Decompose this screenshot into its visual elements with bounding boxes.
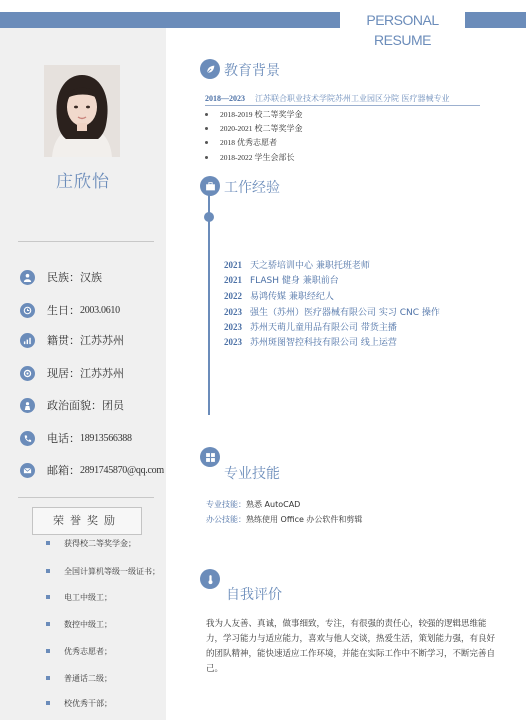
work-text: 苏州天萌儿童用品有限公司 带货主播 bbox=[250, 323, 397, 333]
info-ethnicity bbox=[20, 267, 102, 287]
work-year: 2023 bbox=[224, 336, 242, 347]
edu-text: 学生会部长 bbox=[254, 152, 295, 162]
work-text: 天之骄培训中心 兼职托班老师 bbox=[250, 261, 370, 271]
honor-text: 普通话二级； bbox=[64, 673, 112, 683]
evaluation-text: 我为人友善、真诚，做事细致，专注，有很强的责任心，较强的逻辑思维能力，学习能力与适应能力，喜欢与他人交谈，热爱生活，策划能力强，有良好的团队精神，能快速适应工作环境，并能在实际工作中不断学习，不断完善自己。 bbox=[206, 619, 496, 674]
edu-text: 校二等奖学金 bbox=[254, 123, 303, 133]
edu-year: 2018-2022 bbox=[220, 152, 253, 162]
honor-text: 优秀志愿者； bbox=[64, 646, 112, 656]
work-item bbox=[224, 273, 339, 286]
bullet-icon bbox=[46, 701, 50, 705]
briefcase-icon bbox=[200, 176, 220, 196]
info-label: 生日： bbox=[47, 304, 80, 317]
info-value: 江苏苏州 bbox=[80, 334, 124, 347]
education-icon bbox=[200, 59, 220, 79]
info-value: 2003.0610 bbox=[80, 304, 120, 316]
bullet-icon bbox=[46, 649, 50, 653]
work-item bbox=[224, 320, 397, 333]
sidebar-divider bbox=[18, 241, 154, 242]
skill-item bbox=[206, 498, 300, 510]
edu-year: 2018 bbox=[220, 137, 235, 147]
education-period: 2018—2023 bbox=[205, 93, 245, 103]
honor-item bbox=[46, 644, 112, 658]
edu-year: 2018-2019 bbox=[220, 109, 253, 119]
work-year: 2023 bbox=[224, 321, 242, 332]
clock-icon bbox=[20, 303, 35, 318]
skill-value: 熟悉 AutoCAD bbox=[246, 499, 301, 509]
skill-key: 专业技能： bbox=[206, 499, 246, 509]
info-birthday bbox=[20, 300, 120, 320]
info-value: 18913566388 bbox=[80, 432, 132, 444]
honor-item bbox=[46, 671, 112, 685]
bullet-icon bbox=[46, 676, 50, 680]
skills-title: 专业技能 bbox=[224, 466, 280, 482]
work-text: FLASH 健身 兼职前台 bbox=[250, 276, 339, 286]
work-item bbox=[224, 305, 440, 318]
work-timeline bbox=[208, 193, 210, 415]
grid-icon bbox=[200, 447, 220, 467]
profile-photo bbox=[44, 65, 120, 157]
info-email bbox=[20, 460, 164, 480]
info-residence bbox=[20, 363, 124, 383]
info-label: 邮箱： bbox=[47, 464, 80, 477]
info-value: 团员 bbox=[102, 399, 124, 412]
info-value: 2891745870@qq.com bbox=[80, 464, 164, 476]
honor-text: 全国计算机等级一级证书； bbox=[64, 566, 160, 576]
work-title: 工作经验 bbox=[224, 180, 280, 196]
honor-text: 校优秀干部； bbox=[64, 698, 112, 708]
info-value: 汉族 bbox=[80, 271, 102, 284]
honor-text: 获得校二等奖学金； bbox=[64, 538, 136, 548]
bullet-icon bbox=[46, 622, 50, 626]
honor-item bbox=[46, 564, 160, 578]
honor-text: 数控中级工； bbox=[64, 619, 112, 629]
phone-icon bbox=[20, 431, 35, 446]
thermometer-icon bbox=[200, 569, 220, 589]
info-label: 电话： bbox=[47, 432, 80, 445]
work-text: 苏州斑图智控科技有限公司 线上运营 bbox=[250, 338, 397, 348]
resume-title: PERSONAL RESUME bbox=[340, 10, 465, 30]
bullet-icon bbox=[46, 569, 50, 573]
user-icon bbox=[20, 270, 35, 285]
work-year: 2023 bbox=[224, 306, 242, 317]
honor-item bbox=[46, 536, 136, 550]
timeline-dot bbox=[204, 212, 214, 222]
signal-icon bbox=[20, 333, 35, 348]
info-hometown bbox=[20, 330, 124, 350]
education-school: 江苏联合职业技术学院苏州工业园区分院 医疗器械专业 bbox=[255, 93, 450, 103]
work-item bbox=[224, 258, 370, 271]
info-value: 江苏苏州 bbox=[80, 367, 124, 380]
skill-key: 办公技能： bbox=[206, 514, 246, 524]
skill-item bbox=[206, 513, 362, 525]
education-item bbox=[205, 136, 277, 148]
info-label: 民族： bbox=[47, 271, 80, 284]
info-phone bbox=[20, 428, 132, 448]
person-icon bbox=[20, 398, 35, 413]
education-underline bbox=[205, 105, 480, 106]
work-year: 2022 bbox=[224, 290, 242, 301]
honor-item bbox=[46, 617, 112, 631]
honors-title: 荣誉奖励 bbox=[32, 507, 142, 535]
honor-item bbox=[46, 696, 112, 710]
info-political bbox=[20, 395, 124, 415]
work-year: 2021 bbox=[224, 274, 242, 285]
sidebar-divider bbox=[18, 497, 154, 498]
full-name: 庄欣怡 bbox=[56, 172, 110, 192]
work-item bbox=[224, 289, 334, 302]
work-year: 2021 bbox=[224, 259, 242, 270]
work-item bbox=[224, 335, 397, 348]
edu-text: 优秀志愿者 bbox=[237, 137, 277, 147]
education-item bbox=[205, 151, 295, 163]
edu-year: 2020-2021 bbox=[220, 123, 253, 133]
education-item bbox=[205, 108, 303, 120]
info-label: 现居： bbox=[47, 367, 80, 380]
info-label: 政治面貌： bbox=[47, 399, 102, 412]
education-title: 教育背景 bbox=[224, 63, 280, 79]
work-text: 强生（苏州）医疗器械有限公司 实习 CNC 操作 bbox=[250, 308, 440, 318]
bullet-icon bbox=[46, 541, 50, 545]
mail-icon bbox=[20, 463, 35, 478]
honor-item bbox=[46, 590, 112, 604]
bullet-icon bbox=[46, 595, 50, 599]
education-header bbox=[205, 92, 450, 104]
edu-text: 校二等奖学金 bbox=[254, 109, 303, 119]
info-label: 籍贯： bbox=[47, 334, 80, 347]
education-item bbox=[205, 122, 303, 134]
location-icon bbox=[20, 366, 35, 381]
honor-text: 电工中级工； bbox=[64, 592, 112, 602]
evaluation-title: 自我评价 bbox=[226, 587, 282, 603]
work-text: 易鸿传媒 兼职经纪人 bbox=[250, 292, 334, 302]
skill-value: 熟练使用 Office 办公软件和剪辑 bbox=[246, 514, 363, 524]
